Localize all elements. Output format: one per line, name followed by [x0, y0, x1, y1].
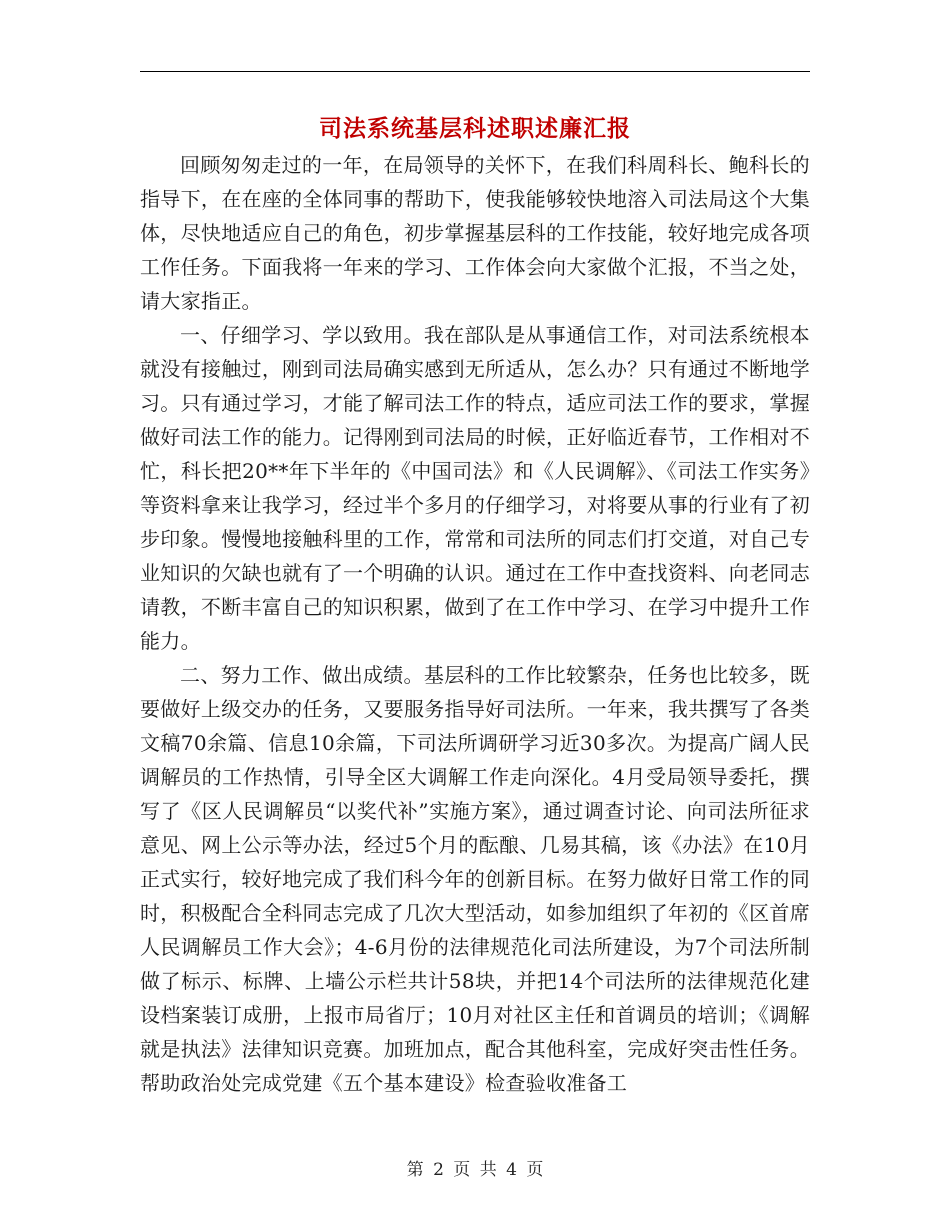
header-rule — [140, 71, 810, 72]
page-number: 第 2 页 共 4 页 — [406, 1160, 544, 1180]
paragraph-work: 二、努力工作、做出成绩。基层科的工作比较繁杂，任务也比较多，既要做好上级交办的任务，又要服务指导好司法所。一年来，我共撰写了各类文稿70余篇、信息10余篇，下司法所调研学习近30多次。为提高广阔人民调解员的工作热情，引导全区大调解工作走向深化。4月受局领导委托，撰写了《区人民调解员“以奖代补”实施方案》，通过调查讨论、向司法所征求意见、网上公示等办法，经过5个月的酝酿、几易其稿，该《办法》在10月正式实行，较好地完成了我们科今年的创新目标。在努力做好日常工作的同时，积极配合全科同志完成了几次大型活动，如参加组织了年初的《区首席人民调解员工作大会》；4-6月份的法律规范化司法所建设，为7个司法所制做了标示、标牌、上墙公示栏共计58块，并把14个司法所的法律规范化建设档案装订成册，上报市局省厅；10月对社区主任和首调员的培训；《调解就是执法》法律知识竞赛。加班加点，配合其他科室，完成好突击性任务。帮助政治处完成党建《五个基本建设》检查验收准备工 — [140, 663, 810, 1095]
paragraph-intro: 回顾匆匆走过的一年，在局领导的关怀下，在我们科周科长、鲍科长的指导下，在在座的全体同事的帮助下，使我能够较快地溶入司法局这个大集体，尽快地适应自己的角色，初步掌握基层科的工作技能，较好地完成各项工作任务。下面我将一年来的学习、工作体会向大家做个汇报，不当之处，请大家指正。 — [140, 153, 810, 313]
document-body — [140, 148, 810, 1100]
paragraph-study: 一、仔细学习、学以致用。我在部队是从事通信工作，对司法系统根本就没有接触过，刚到司法局确实感到无所适从，怎么办？只有通过不断地学习。只有通过学习，才能了解司法工作的特点，适应司法工作的要求，掌握做好司法工作的能力。记得刚到司法局的时候，正好临近春节，工作相对不忙，科长把20**年下半年的《中国司法》和《人民调解》、《司法工作实务》等资料拿来让我学习，经过半个多月的仔细学习，对将要从事的行业有了初步印象。慢慢地接触科里的工作，常常和司法所的同志们打交道，对自己专业知识的欠缺也就有了一个明确的认识。通过在工作中查找资料、向老同志请教，不断丰富自己的知识积累，做到了在工作中学习、在学习中提升工作能力。 — [140, 323, 810, 653]
document-title: 司法系统基层科述职述廉汇报 — [319, 115, 631, 142]
